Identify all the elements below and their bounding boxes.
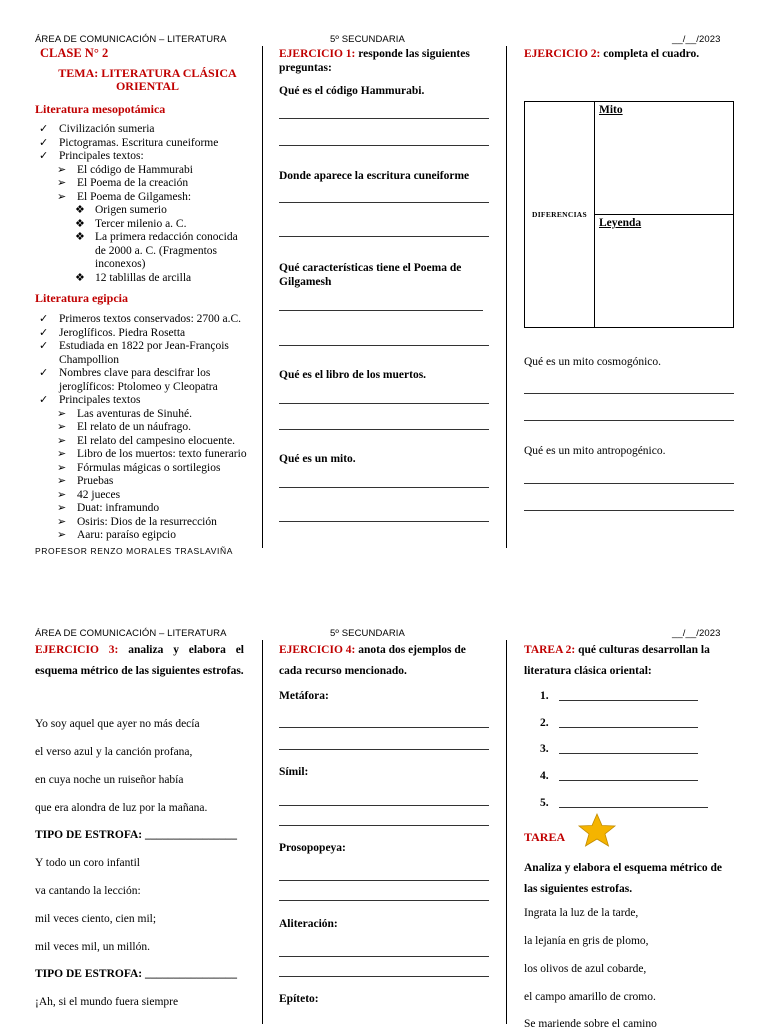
arrow-bullet-icon: ➢ — [57, 190, 67, 203]
verse: en cuya noche un ruiseñor había — [35, 774, 184, 786]
diamond-bullet-icon: ❖ — [75, 271, 85, 284]
verse: va cantando la lección: — [35, 885, 141, 897]
ej2-text: completa el cuadro. — [603, 48, 700, 60]
tarea2-label: TAREA 2: — [524, 644, 576, 656]
answer-line[interactable] — [279, 521, 489, 522]
verse: Y todo un coro infantil — [35, 857, 140, 869]
star-icon — [577, 813, 617, 847]
ej2-heading — [524, 47, 699, 61]
answer-line[interactable] — [279, 202, 489, 203]
tarea-heading — [524, 858, 754, 900]
ej1-q3-line2: Gilgamesh — [279, 276, 332, 288]
clase-title: CLASE N° 2 — [40, 46, 109, 60]
header-area: ÁREA DE COMUNICACIÓN – LITERATURA — [35, 628, 227, 639]
header-grade: 5º SECUNDARIA — [330, 628, 405, 639]
list-item: ➢ El Poema de Gilgamesh: — [57, 190, 192, 203]
answer-line[interactable] — [279, 976, 489, 977]
list-item: ✓ Principales textos — [39, 394, 141, 406]
diferencias-table — [524, 101, 734, 328]
answer-line[interactable] — [559, 700, 698, 701]
verse: los olivos de azul cobarde, — [524, 963, 647, 975]
meso-list — [35, 123, 261, 285]
header-date: __/__/2023 — [672, 34, 721, 45]
ej4-heading — [279, 640, 501, 682]
list-item: ➢ Osiris: Dios de la resurrección — [57, 515, 217, 528]
answer-line[interactable] — [279, 880, 489, 881]
list-item: ➢ Duat: inframundo — [57, 502, 160, 514]
egipcia-list — [35, 313, 261, 543]
leyenda-cell[interactable] — [595, 215, 734, 328]
recurso-metafora: Metáfora: — [279, 690, 329, 702]
answer-line[interactable] — [559, 753, 698, 754]
tarea2-text: qué culturas desarrollan la — [578, 644, 710, 656]
check-icon: ✓ — [39, 313, 49, 325]
tarea2-number: 4. — [540, 770, 549, 782]
egipcia-title: Literatura egipcia — [35, 291, 128, 305]
answer-line[interactable] — [524, 393, 734, 394]
list-item: ➢ El relato de un náufrago. — [57, 421, 191, 433]
list-item: de 2000 a. C. (Fragmentos — [95, 244, 218, 257]
answer-line[interactable] — [279, 805, 489, 806]
arrow-bullet-icon: ➢ — [57, 502, 67, 514]
ej1-text2: preguntas: — [279, 62, 332, 74]
tarea2-number: 3. — [540, 743, 549, 755]
list-item: ➢ El relato del campesino elocuente. — [57, 434, 236, 447]
answer-line[interactable] — [559, 727, 698, 728]
check-icon: ✓ — [39, 367, 49, 379]
tarea2-number: 1. — [540, 690, 549, 702]
recurso-aliteracion: Aliteración: — [279, 918, 338, 930]
list-item: ✓ Civilización sumeria — [39, 123, 155, 135]
diferencias-cell — [525, 102, 595, 328]
tarea2-number: 2. — [540, 717, 549, 729]
ej1-q2: Donde aparece la escritura cuneiforme — [279, 170, 470, 182]
list-item: ❖ Origen sumerio — [75, 204, 167, 216]
tarea-text2: las siguientes estrofas. — [524, 883, 633, 895]
ej2-q1: Qué es un mito cosmogónico. — [524, 356, 662, 368]
tema-line1: TEMA: LITERATURA CLÁSICA — [58, 66, 237, 80]
answer-line[interactable] — [279, 236, 489, 237]
mito-label: Mito — [599, 104, 623, 116]
answer-line[interactable] — [279, 345, 489, 346]
list-item: ➢ El Poema de la creación — [57, 177, 189, 189]
verse: ¡Ah, si el mundo fuera siempre — [35, 996, 179, 1008]
ej1-label: EJERCICIO 1: — [279, 48, 356, 60]
ej3-text: analiza y elabora el — [128, 644, 245, 656]
arrow-bullet-icon: ➢ — [57, 421, 67, 433]
arrow-bullet-icon: ➢ — [57, 529, 67, 541]
ej1-q4: Qué es el libro de los muertos. — [279, 369, 427, 381]
arrow-bullet-icon: ➢ — [57, 177, 67, 189]
answer-line[interactable] — [279, 487, 489, 488]
check-icon: ✓ — [39, 136, 49, 149]
verse: Yo soy aquel que ayer no más decía — [35, 718, 200, 730]
mito-cell[interactable] — [595, 102, 734, 215]
answer-line[interactable] — [279, 727, 489, 728]
verse: que era alondra de luz por la mañana. — [35, 802, 208, 814]
check-icon: ✓ — [39, 340, 49, 352]
answer-line[interactable] — [524, 420, 734, 421]
verse: mil veces mil, un millón. — [35, 941, 150, 953]
ej1-q1: Qué es el código Hammurabi. — [279, 85, 425, 97]
check-icon: ✓ — [39, 394, 49, 406]
ej1-q3-line1: Qué características tiene el Poema de — [279, 262, 462, 274]
answer-line[interactable] — [559, 780, 698, 781]
list-item: inconexos) — [95, 258, 146, 270]
header-date: __/__/2023 — [672, 628, 721, 639]
diamond-bullet-icon: ❖ — [75, 204, 85, 216]
diamond-bullet-icon: ❖ — [75, 217, 85, 230]
arrow-bullet-icon: ➢ — [57, 488, 67, 501]
list-item: ✓ Jeroglíficos. Piedra Rosetta — [39, 326, 186, 339]
column-divider — [262, 46, 263, 548]
list-item: ➢ El código de Hammurabi — [57, 163, 193, 176]
recurso-simil: Símil: — [279, 766, 309, 778]
list-item: ❖ Tercer milenio a. C. — [75, 217, 187, 230]
tarea2-number: 5. — [540, 797, 549, 809]
recurso-prosopopeya: Prosopopeya: — [279, 842, 346, 854]
answer-line[interactable] — [279, 956, 489, 957]
list-item: ✓ Estudiada en 1822 por Jean-François — [39, 340, 229, 352]
check-icon: ✓ — [39, 123, 49, 135]
ej1-heading — [279, 47, 501, 75]
check-icon: ✓ — [39, 326, 49, 339]
column-divider — [262, 640, 263, 1024]
list-item: ➢ Pruebas — [57, 475, 114, 487]
ej3-heading — [35, 640, 244, 682]
meso-title: Literatura mesopotámica — [35, 102, 166, 116]
answer-line[interactable] — [279, 310, 483, 311]
list-item: ✓ Primeros textos conservados: 2700 a.C. — [39, 313, 242, 325]
arrow-bullet-icon: ➢ — [57, 407, 67, 420]
arrow-bullet-icon: ➢ — [57, 434, 67, 447]
arrow-bullet-icon: ➢ — [57, 448, 67, 460]
answer-line[interactable] — [279, 825, 489, 826]
arrow-bullet-icon: ➢ — [57, 475, 67, 487]
ej2-label: EJERCICIO 2: — [524, 48, 601, 60]
list-item: jeroglíficos: Ptolomeo y Cleopatra — [59, 380, 218, 393]
list-item: ❖ La primera redacción conocida — [75, 231, 238, 243]
verse: Se mariende sobre el camino — [524, 1018, 657, 1030]
column-divider — [506, 640, 507, 1024]
tarea-label: TAREA — [524, 830, 566, 844]
answer-line[interactable] — [279, 403, 489, 404]
check-icon: ✓ — [39, 150, 49, 162]
list-item: Champollion — [59, 353, 120, 366]
answer-line[interactable] — [279, 900, 489, 901]
list-item: ❖ 12 tablillas de arcilla — [75, 271, 192, 284]
answer-line[interactable] — [524, 510, 734, 511]
verse: mil veces ciento, cien mil; — [35, 913, 157, 925]
answer-line[interactable] — [279, 749, 489, 750]
ej2-q2: Qué es un mito antropogénico. — [524, 445, 666, 457]
ej1-text: responde las siguientes — [358, 48, 470, 60]
tipo-estrofa-2[interactable]: TIPO DE ESTROFA: ________________ — [35, 968, 238, 980]
tarea2-heading — [524, 640, 746, 682]
ej4-text2: cada recurso mencionado. — [279, 665, 407, 677]
arrow-bullet-icon: ➢ — [57, 515, 67, 528]
ej3-label: EJERCICIO 3: — [35, 644, 119, 656]
profesor-footer: PROFESOR RENZO MORALES TRASLAVIÑA — [35, 546, 234, 556]
list-item: ➢ Aaru: paraíso egipcio — [57, 529, 176, 541]
verse: la lejanía en gris de plomo, — [524, 935, 649, 947]
answer-line[interactable] — [559, 807, 708, 808]
tema-title — [35, 67, 260, 93]
leyenda-label: Leyenda — [599, 217, 642, 229]
column-divider — [506, 46, 507, 548]
arrow-bullet-icon: ➢ — [57, 163, 67, 176]
list-item: ✓ Pictogramas. Escritura cuneiforme — [39, 136, 219, 149]
arrow-bullet-icon: ➢ — [57, 461, 67, 474]
ej4-text: anota dos ejemplos de — [358, 644, 466, 656]
diamond-bullet-icon: ❖ — [75, 231, 85, 243]
list-item: ✓ Principales textos: — [39, 150, 144, 162]
tarea-text: Analiza y elabora el esquema métrico de — [524, 862, 723, 874]
list-item: ➢ Fórmulas mágicas o sortilegios — [57, 461, 221, 474]
list-item: ✓ Nombres clave para descifrar los — [39, 367, 211, 379]
tipo-estrofa-1[interactable]: TIPO DE ESTROFA: ________________ — [35, 829, 238, 841]
tema-line2: ORIENTAL — [115, 79, 180, 93]
list-item: ➢ Libro de los muertos: texto funerario — [57, 448, 247, 460]
ej4-label: EJERCICIO 4: — [279, 644, 356, 656]
ej3-text2: esquema métrico de las siguientes estrofas. — [35, 665, 244, 677]
answer-line[interactable] — [279, 118, 489, 119]
diferencias-label: DIFERENCIAS — [532, 210, 587, 219]
ej1-q3 — [279, 261, 501, 289]
header-grade: 5º SECUNDARIA — [330, 34, 405, 45]
recurso-epiteto: Epíteto: — [279, 993, 319, 1005]
verse: Ingrata la luz de la tarde, — [524, 907, 639, 919]
header-area: ÁREA DE COMUNICACIÓN – LITERATURA — [35, 34, 227, 45]
answer-line[interactable] — [524, 483, 734, 484]
list-item: ➢ Las aventuras de Sinuhé. — [57, 407, 192, 420]
verse: el verso azul y la canción profana, — [35, 746, 193, 758]
verse: el campo amarillo de cromo. — [524, 991, 656, 1003]
answer-line[interactable] — [279, 429, 489, 430]
tarea2-text2: literatura clásica oriental: — [524, 665, 652, 677]
answer-line[interactable] — [279, 145, 489, 146]
list-item: ➢ 42 jueces — [57, 488, 121, 501]
ej1-q5: Qué es un mito. — [279, 453, 356, 465]
